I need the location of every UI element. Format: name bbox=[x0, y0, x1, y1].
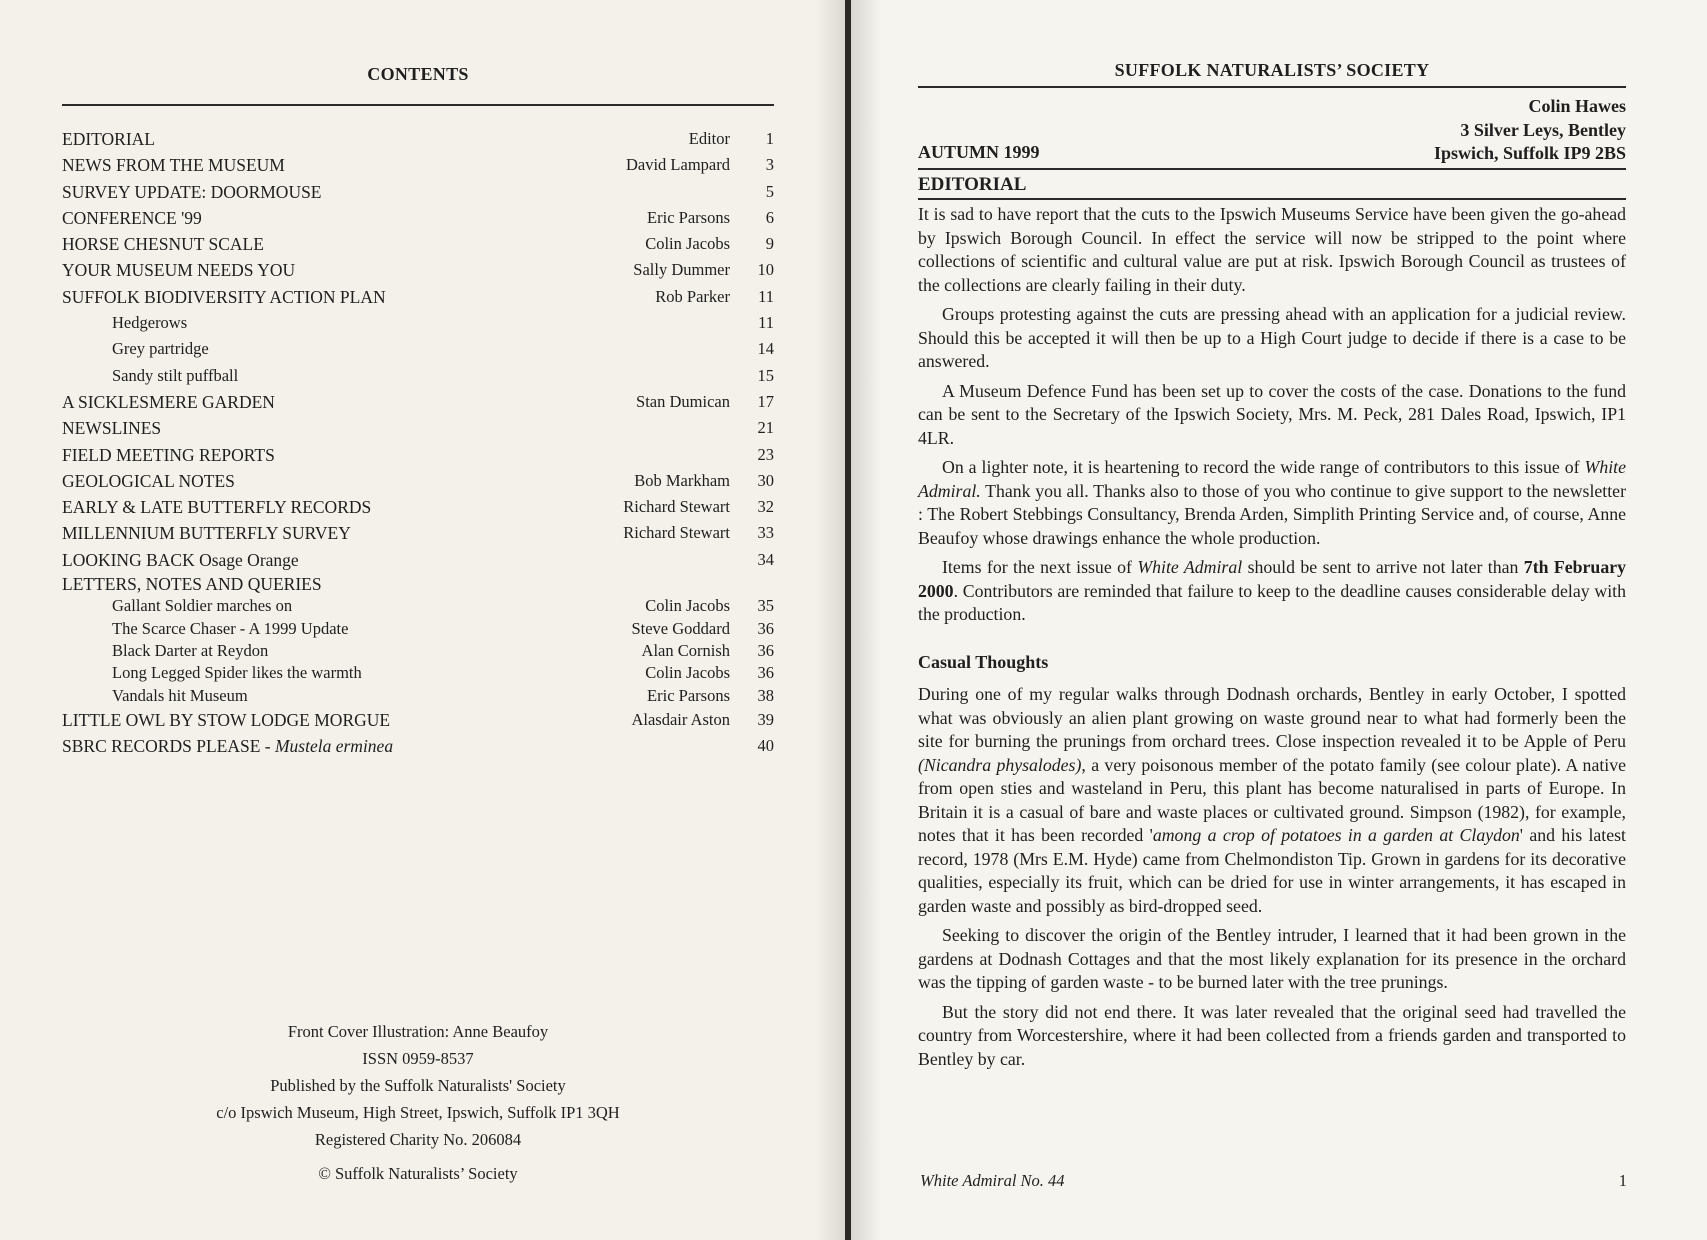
toc-entry-author: Bob Markham bbox=[634, 470, 730, 490]
toc-entry-author: Colin Jacobs bbox=[645, 663, 730, 683]
toc-entry-author: Steve Goddard bbox=[631, 618, 730, 638]
toc-entry-title: Vandals hit Museum bbox=[112, 685, 248, 705]
toc-entry-page: 33 bbox=[757, 523, 774, 543]
toc-entry bbox=[62, 662, 774, 684]
toc-entry-title: Sandy stilt puffball bbox=[112, 365, 239, 385]
address-street: 3 Silver Leys, Bentley bbox=[1460, 119, 1626, 140]
toc-entry-title: NEWSLINES bbox=[62, 418, 162, 439]
toc-entry-page: 23 bbox=[757, 444, 774, 464]
toc-entry bbox=[62, 179, 774, 205]
toc-entry bbox=[62, 618, 774, 640]
toc-entry-author: David Lampard bbox=[625, 155, 730, 175]
toc-entry-page: 5 bbox=[765, 181, 774, 201]
toc-entry-title: LETTERS, NOTES AND QUERIES bbox=[62, 574, 322, 595]
section-heading: EDITORIAL bbox=[918, 174, 1027, 195]
gutter-shadow bbox=[815, 0, 845, 1240]
society-name: SUFFOLK NATURALISTS’ SOCIETY bbox=[1114, 60, 1430, 80]
issue-rule bbox=[918, 168, 1626, 170]
toc-entry-page: 39 bbox=[757, 709, 774, 729]
toc-entry bbox=[62, 640, 774, 662]
toc-entry-title: Long Legged Spider likes the warmth bbox=[112, 663, 362, 683]
toc-entry-page: 38 bbox=[757, 685, 774, 705]
toc-entry-title: A SICKLESMERE GARDEN bbox=[62, 391, 275, 412]
toc-entry-author: Colin Jacobs bbox=[645, 234, 730, 254]
toc-entry-title: Black Darter at Reydon bbox=[112, 640, 269, 660]
toc-entry bbox=[62, 126, 774, 152]
toc-entry bbox=[62, 494, 774, 520]
toc-entry-title: SUFFOLK BIODIVERSITY ACTION PLAN bbox=[62, 286, 386, 307]
toc-entry-author: Rob Parker bbox=[655, 286, 730, 306]
toc-entry-title: LITTLE OWL BY STOW LODGE MORGUE bbox=[62, 709, 391, 730]
toc-entry bbox=[62, 336, 774, 362]
toc-entry-page: 9 bbox=[765, 234, 774, 254]
toc-entry-author: Alan Cornish bbox=[641, 640, 730, 660]
toc-entry-title: HORSE CHESNUT SCALE bbox=[62, 234, 264, 255]
toc-entry-title: NEWS FROM THE MUSEUM bbox=[62, 155, 285, 176]
toc-entry bbox=[62, 415, 774, 441]
toc-entry bbox=[62, 284, 774, 310]
toc-entry-author: Colin Jacobs bbox=[645, 596, 730, 616]
contents-heading: CONTENTS bbox=[367, 64, 469, 84]
contents-rule bbox=[62, 104, 774, 106]
issue-date: AUTUMN 1999 bbox=[918, 142, 1040, 162]
toc-entry bbox=[62, 310, 774, 336]
paragraph: A Museum Defence Fund has been set up to cover the costs of the case. Donations to the fund can be sent to the Secretary of the Ipswich Society, Mrs. M. Peck, 281 Dales Road, Ipswich, IP1 4LR. bbox=[918, 380, 1626, 448]
toc-entry bbox=[62, 442, 774, 468]
toc-entry-page: 36 bbox=[757, 640, 774, 660]
toc-entry-title: Grey partridge bbox=[112, 339, 209, 359]
colophon bbox=[62, 1018, 774, 1187]
toc-entry bbox=[62, 707, 774, 733]
toc-entry-author: Sally Dummer bbox=[633, 260, 730, 280]
paragraph: On a lighter note, it is heartening to record the wide range of contributors to this issue of White Admiral. Thank you all. Thanks also to those of you who continue to give support to the newsletter : The Robert Stebbings Consultancy, Brenda Arden, Simplith Printing Service and, of course, Anne Beaufoy whose drawings enhance the whole production. bbox=[918, 457, 1626, 548]
footer-publication: White Admiral No. 44 bbox=[920, 1171, 1065, 1190]
gutter-shadow bbox=[851, 0, 881, 1240]
editor-name: Colin Hawes bbox=[1528, 96, 1626, 116]
toc-entry-page: 30 bbox=[757, 470, 774, 490]
editor-address bbox=[1434, 95, 1626, 166]
toc-entry-page: 1 bbox=[765, 129, 774, 148]
toc-entry bbox=[62, 389, 774, 415]
toc-entry bbox=[62, 520, 774, 546]
toc-entry-author: Stan Dumican bbox=[636, 391, 730, 411]
address-town: Ipswich, Suffolk IP9 2BS bbox=[1433, 143, 1626, 163]
toc-entry-title: EARLY & LATE BUTTERFLY RECORDS bbox=[62, 497, 372, 518]
publisher: Published by the Suffolk Naturalists' Society bbox=[270, 1076, 566, 1095]
toc-entry-page: 17 bbox=[757, 391, 774, 411]
toc-entry-page: 36 bbox=[757, 618, 774, 638]
table-of-contents bbox=[62, 126, 774, 759]
toc-entry-page: 10 bbox=[757, 260, 774, 280]
toc-entry bbox=[62, 257, 774, 283]
toc-entry-author: Eric Parsons bbox=[647, 207, 730, 227]
toc-entry-title: Hedgerows bbox=[112, 313, 188, 333]
toc-entry-page: 34 bbox=[757, 549, 774, 569]
toc-entry-title: MILLENNIUM BUTTERFLY SURVEY bbox=[62, 523, 351, 544]
issn: ISSN 0959-8537 bbox=[362, 1049, 474, 1068]
toc-entry-page: 14 bbox=[757, 339, 774, 359]
copyright: © Suffolk Naturalists’ Society bbox=[318, 1164, 518, 1183]
toc-entry bbox=[62, 685, 774, 707]
toc-entry-title: The Scarce Chaser - A 1999 Update bbox=[112, 618, 349, 638]
toc-entry-page: 36 bbox=[757, 663, 774, 683]
toc-entry-page: 11 bbox=[758, 313, 774, 333]
toc-entry-page: 3 bbox=[765, 155, 774, 175]
toc-entry bbox=[62, 363, 774, 389]
toc-entry-title: SBRC RECORDS PLEASE - Mustela erminea bbox=[62, 736, 394, 757]
charity-number: Registered Charity No. 206084 bbox=[314, 1130, 522, 1149]
paragraph: Groups protesting against the cuts are pressing ahead with an application for a judicial review. Should this be accepted it will then be up to a High Court judge to decide if there is a case to be answered. bbox=[918, 304, 1626, 371]
toc-entry bbox=[62, 547, 774, 573]
toc-entry-author: Richard Stewart bbox=[623, 497, 730, 517]
toc-entry-title: FIELD MEETING REPORTS bbox=[62, 444, 275, 465]
toc-entry-author: Editor bbox=[688, 129, 730, 148]
section-rule bbox=[918, 198, 1626, 200]
subheading: Casual Thoughts bbox=[918, 651, 1049, 672]
toc-entry bbox=[62, 205, 774, 231]
toc-entry-page: 11 bbox=[758, 286, 774, 306]
toc-entry bbox=[62, 595, 774, 617]
toc-entry-title: CONFERENCE '99 bbox=[62, 207, 202, 228]
toc-entry bbox=[62, 231, 774, 257]
toc-entry-page: 40 bbox=[757, 736, 774, 756]
toc-entry-title: SURVEY UPDATE: DOORMOUSE bbox=[62, 181, 322, 202]
toc-entry-page: 35 bbox=[757, 596, 774, 616]
paragraph: But the story did not end there. It was later revealed that the original seed had travelled the country from Worcestershire, where it had been collected from a friends garden and transported to Bentley by car. bbox=[918, 1001, 1626, 1069]
toc-entry-page: 21 bbox=[757, 418, 774, 438]
toc-entry-author: Alasdair Aston bbox=[631, 709, 730, 729]
toc-entry bbox=[62, 733, 774, 759]
cover-illustration-credit: Front Cover Illustration: Anne Beaufoy bbox=[287, 1022, 549, 1041]
toc-entry-page: 6 bbox=[765, 207, 774, 227]
header-rule bbox=[918, 86, 1626, 88]
paragraph: Items for the next issue of White Admiral should be sent to arrive not later than 7th February 2000. Contributors are reminded that failure to keep to the deadline causes considerable delay with the production. bbox=[918, 557, 1626, 624]
toc-entry-title: GEOLOGICAL NOTES bbox=[62, 470, 235, 491]
toc-entry bbox=[62, 573, 774, 595]
paragraph: Seeking to discover the origin of the Bentley intruder, I learned that it had been grown in the gardens at Dodnash Cottages and that the most likely explanation for its presence in the orchard was the tipping of garden waste - to be burned later with the tree prunings. bbox=[918, 925, 1626, 992]
toc-entry-title: LOOKING BACK Osage Orange bbox=[62, 549, 299, 570]
toc-entry-page: 32 bbox=[757, 497, 774, 517]
toc-entry-title: EDITORIAL bbox=[62, 129, 155, 149]
editorial-body bbox=[918, 203, 1626, 1077]
toc-entry bbox=[62, 152, 774, 178]
toc-entry-author: Eric Parsons bbox=[647, 685, 730, 705]
toc-entry-author: Richard Stewart bbox=[623, 523, 730, 543]
footer-page-number: 1 bbox=[1618, 1171, 1627, 1190]
publisher-address: c/o Ipswich Museum, High Street, Ipswich, Suffolk IP1 3QH bbox=[216, 1103, 620, 1122]
toc-entry-title: YOUR MUSEUM NEEDS YOU bbox=[62, 260, 296, 281]
toc-entry bbox=[62, 468, 774, 494]
paragraph: During one of my regular walks through Dodnash orchards, Bentley in early October, I spotted what was obviously an alien plant growing on waste ground near to what had formerly been the site for burning the prunings from orchard trees. Close inspection revealed it to be Apple of Peru (Nicandra physalodes), a very poisonous member of the potato family (see colour plate). A native from open sties and wasteland in Peru, this plant has become naturalised in parts of Europe. In Britain it is a casual of bare and waste places or cultivated ground. Simpson (1982), for example, notes that it has been recorded 'among a crop of potatoes in a garden at Claydon' and his latest record, 1978 (Mrs E.M. Hyde) came from Chelmondiston Tip. Grown in gardens for its decorative qualities, especially its fruit, which can be dried for use in winter arrangements, it has escaped in garden waste and possibly as bird-dropped seed. bbox=[918, 684, 1626, 916]
toc-entry-page: 15 bbox=[757, 365, 774, 385]
paragraph: It is sad to have report that the cuts to the Ipswich Museums Service have been given the go-ahead by Ipswich Borough Council. In effect the service will now be stripped to the point where collections of scientific and cultural value are put at risk. Ipswich Borough Council as trustees of the collections are clearly failing in their duty. bbox=[918, 204, 1626, 295]
toc-entry-title: Gallant Soldier marches on bbox=[112, 596, 293, 616]
